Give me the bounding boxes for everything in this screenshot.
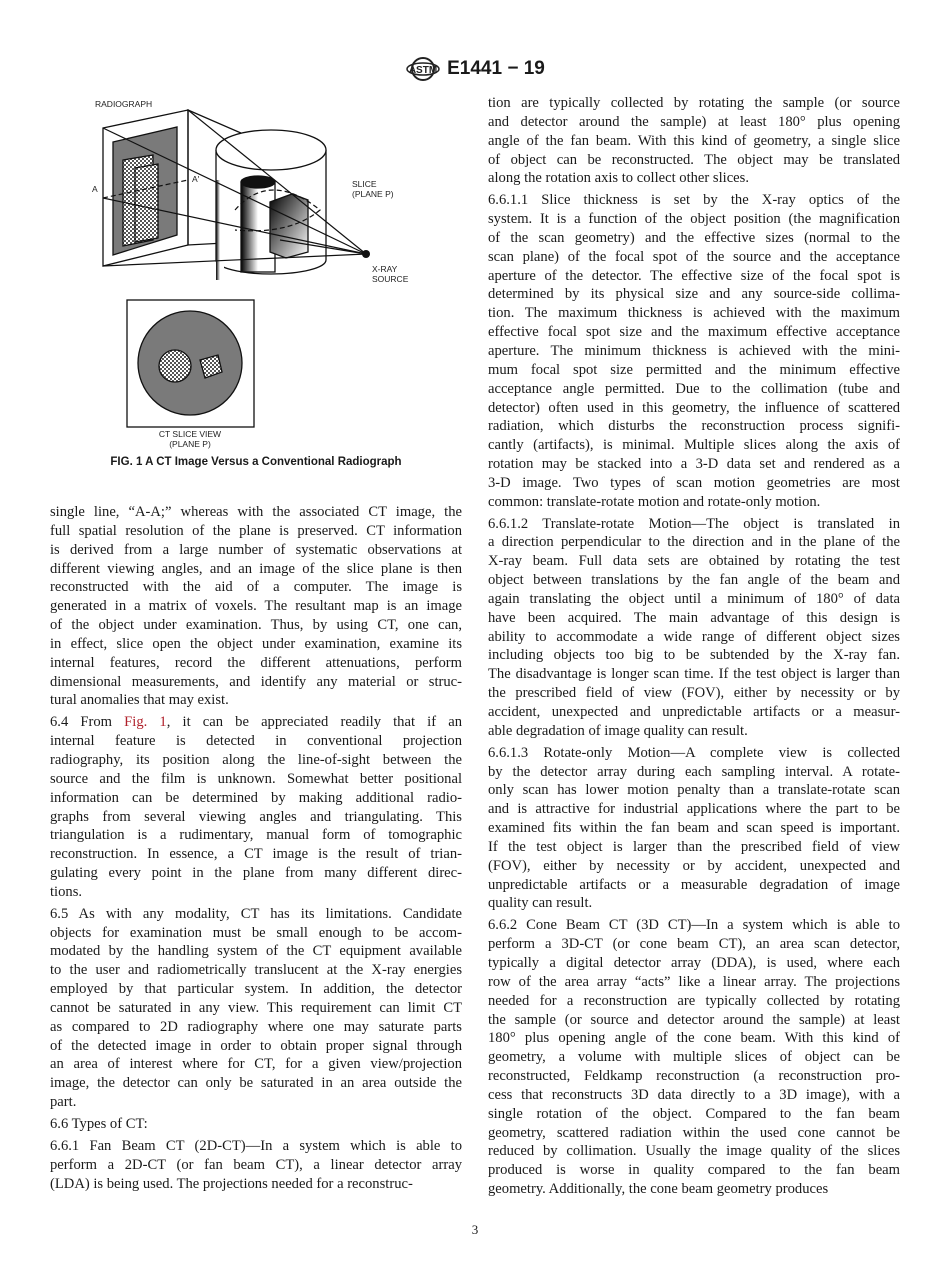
text-line: produced is worse in quality compared to the fan beam [488,1162,900,1179]
text-line: tion are typically collected by rotating the sample (or source [488,95,900,111]
text-line: in effect, slice open the object under examination, examine its [50,635,462,652]
text-line: reconstructed, Feldkamp reconstruction (a reconstruction pro- [488,1068,900,1085]
label-a: A [92,184,98,194]
text-line: radiation, which disturbs the reconstruction process signifi- [488,418,900,435]
text-line: internal features, record the different attenuations, perform [50,654,462,671]
sample-cylinder [216,130,326,280]
text-line: graphs from several viewing angles and triangulating. This [50,808,462,825]
left-column [50,503,462,1196]
text-line: tural anomalies that may exist. [50,692,229,709]
text-line: aperture of the detector. The effective size of the focal spot is [488,267,900,284]
text-line: again translating the object until a minimum of 180° of data [488,590,900,607]
text-line: If the test object is larger than the prescribed field of view [488,838,900,855]
ct-slice-view [127,300,254,427]
text-line: reconstructed with the aid of a computer. The image is [50,579,462,596]
text-line: triangulation is a rudimentary, manual form of tomographic [50,827,462,844]
paragraph [50,503,462,710]
text-line: image, the detector can only be saturated in an area outside the [50,1075,462,1092]
text-line: effective focal spot size and the maximum effective acceptance [488,324,900,341]
text-line: perform a 3D-CT (or cone beam CT), an area scan detector, [488,936,900,953]
paragraph [488,744,900,914]
text-line: 6.6.1.1 Slice thickness is set by the X-ray optics of the [488,192,900,209]
text-line: 6.6.1 Fan Beam CT (2D-CT)—In a system which is able to [50,1137,462,1154]
paragraph [50,1137,462,1194]
text-line: different viewing angles, and an image of the slice plane is then [50,560,462,577]
text-line: tion. The maximum thickness is achieved with the maximum [488,305,900,322]
text-line: 6.6.1.2 Translate-rotate Motion—The object is translated in [488,515,900,532]
text-line: tions. [50,883,83,900]
label-slice: SLICE [352,179,377,189]
text-line: needed for a reconstruction are typically collected by rotating [488,992,900,1009]
label-slice-plane: (PLANE P) [352,189,394,199]
astm-logo-icon [405,56,441,82]
text-line: as compared to 2D radiography where one may saturate parts [50,1018,462,1035]
text-line: 180° plus opening angle of the cone beam. With this kind of [488,1030,900,1047]
text-line: accident, unexpected and unpredictable artifacts or a measur- [488,704,900,720]
svg-text:ASTM: ASTM [408,65,438,76]
text-line: and detector around the sample) at least 180° plus opening [488,113,900,130]
text-line: of the detected image in order to obtain proper signal through [50,1037,462,1054]
page-header [0,56,950,82]
text-line: The disadvantage is longer scan time. If the test object is larger than [488,666,900,683]
text-line: cantly (artifacts), is minimal. Multiple slices along the axis of [488,437,900,454]
text-line: quality can result. [488,895,593,912]
text-line: perform a 2D-CT (or fan beam CT), a linear detector array [50,1156,462,1173]
label-ct-slice-view: CT SLICE VIEW [158,429,222,439]
text-line: detector) often used in this geometry, the influence of scattered [488,399,900,416]
text-line: geometry, a volume with multiple slices of object can be [488,1049,900,1066]
text-line: gulating every point in the plane from many different direc- [50,865,462,882]
text-line: scan plane) of the focal spot of the source and the acceptance [488,248,900,265]
text-line: generated in a matrix of voxels. The resultant map is an image [50,598,462,615]
text-line: part. [50,1094,77,1111]
text-line: a direction perpendicular to the direction and in the plane of the [488,534,900,551]
label-radiograph: RADIOGRAPH [95,99,153,109]
text-line: determined by its physical size and any source-side collima- [488,286,900,303]
document-designation: E1441 − 19 [447,58,545,80]
text-line: reconstruction. In essence, a CT image is the result of trian- [50,846,462,863]
paragraph [488,515,900,741]
text-line: of object can be reconstructed. The object may be translated [488,151,900,168]
text-line: single rotation of the object. Compared to the fan beam [488,1105,900,1122]
page-number: 3 [471,1222,479,1237]
text-line: 3-D image. Two types of scan motion geometries are most [488,474,900,491]
label-a-prime: A′ [192,174,200,184]
text-line: single line, “A-A;” whereas with the associated CT image, the [50,504,462,520]
paragraph [488,94,900,188]
text-line: 6.5 As with any modality, CT has its limitations. Candidate [50,905,462,922]
text-line: internal feature is detected in conventional projection [50,733,462,750]
text-line: examined fits within the fan beam and scan speed is important. [488,820,900,837]
text-line: source and the film is unknown. Somewhat better positional [50,770,462,787]
paragraph [488,916,900,1199]
text-line: geometry. Additionally, the cone beam geometry produces [488,1181,829,1198]
text-line: of the object under examination. Thus, by using CT, one can, [50,617,462,634]
label-source: SOURCE [372,274,409,284]
text-line: 6.6.1.3 Rotate-only Motion—A complete view is collected [488,744,900,761]
text-line: (FOV), either by necessity or by accident, unexpected and [488,857,900,874]
text-line: common: translate-rotate motion and rotate-only motion. [488,493,821,510]
figure-1-diagram [50,90,462,480]
text-line: employed by that particular system. In addition, the detector [50,981,462,998]
text-line: object between translations by the fan angle of the beam and [488,572,900,589]
text-line: along the rotation axis to collect other slices. [488,170,749,187]
text-line: acceptance angle permitted. Due to the collimation (tube and [488,380,900,397]
text-line: dimensional measurements, and identify any material or struc- [50,673,462,690]
text-line: the sample (or source and detector around the sample) at least [488,1011,900,1028]
text-line: cess that reconstructs 3D data directly to a 3D image), with a [488,1086,900,1103]
text-line: is derived from a large number of systematic observations at [50,541,462,558]
text-line: including objects too big to be subtended by the X-ray fan. [488,647,900,664]
text-line: information can be determined by making additional radio- [50,789,462,806]
label-xray: X-RAY [372,264,398,274]
text-line: geometry, scattered radiation within the used cone cannot be [488,1124,900,1141]
text-line: typically a digital detector array (DDA), is used, where each [488,954,900,971]
text-line: aperture. The minimum thickness is achieved with the mini- [488,342,900,359]
text-line: unpredictable artifacts or a measurable degradation of image [488,876,900,893]
text-line: and is attractive for industrial applications where the part to be [488,801,900,818]
text-line: modated by the handling system of the CT equipment available [50,943,462,960]
text-line: radiography, its position along the line-of-sight between the [50,751,462,768]
figure-caption: FIG. 1 A CT Image Versus a Conventional Radiograph [110,456,402,468]
text-line: X-ray beam. Full data sets are obtained by rotating the test [488,553,900,570]
text-line: by the detector array during each sampling interval. A rotate- [488,763,900,780]
paragraph [50,905,462,1112]
text-line: (LDA) is being used. The projections needed for a reconstruc- [50,1175,413,1192]
paragraph [488,191,900,511]
text-line: reduced by collimation. Usually the image quality of the slices [488,1143,900,1160]
text-line: of the scan geometry) and the effective sizes (normal to the [488,229,900,246]
fig-1-link[interactable]: Fig. 1 [124,714,167,731]
text-line: ability to accommodate a wide range of different object sizes [488,628,900,645]
text-line: 6.4 From Fig. 1, it can be appreciated readily that if an [50,714,462,731]
text-line: the prescribed field of view (FOV), either by necessity or by [488,685,900,702]
text-line: mum focal spot size permitted and the minimum effective [488,361,900,378]
text-line: 6.6 Types of CT: [50,1116,148,1132]
text-line: full spatial resolution of the plane is preserved. CT information [50,522,462,539]
text-line: have been acquired. The main advantage of this design is [488,609,900,626]
text-line: objects for examination must be small enough to be accom- [50,924,462,941]
paragraph [50,713,462,901]
text-line: 6.6.2 Cone Beam CT (3D CT)—In a system which is able to [488,917,900,934]
right-column [488,94,900,1202]
xray-source-point [362,250,370,258]
text-line: an area of interest where for CT, for a given view/projection [50,1056,462,1073]
text-line: able degradation of image quality can result. [488,722,748,739]
text-line: only scan has lower motion penalty than a translate-rotate scan [488,782,900,799]
text-line: row of the area array “acts” like a linear array. The projections [488,973,900,990]
text-line: cannot be saturated in any view. This requirement can limit CT [50,999,462,1016]
label-ct-plane: (PLANE P) [169,439,211,449]
paragraph [50,1115,462,1134]
text-line: system. It is a function of the object position (the magnification [488,211,900,228]
text-line: angle of the fan beam. With this kind of geometry, a single slice [488,132,900,149]
text-line: rotation may be stacked into a 3-D data set and rendered as a [488,456,900,473]
text-line: to the user and radiometrically translucent at the X-ray energies [50,962,462,979]
